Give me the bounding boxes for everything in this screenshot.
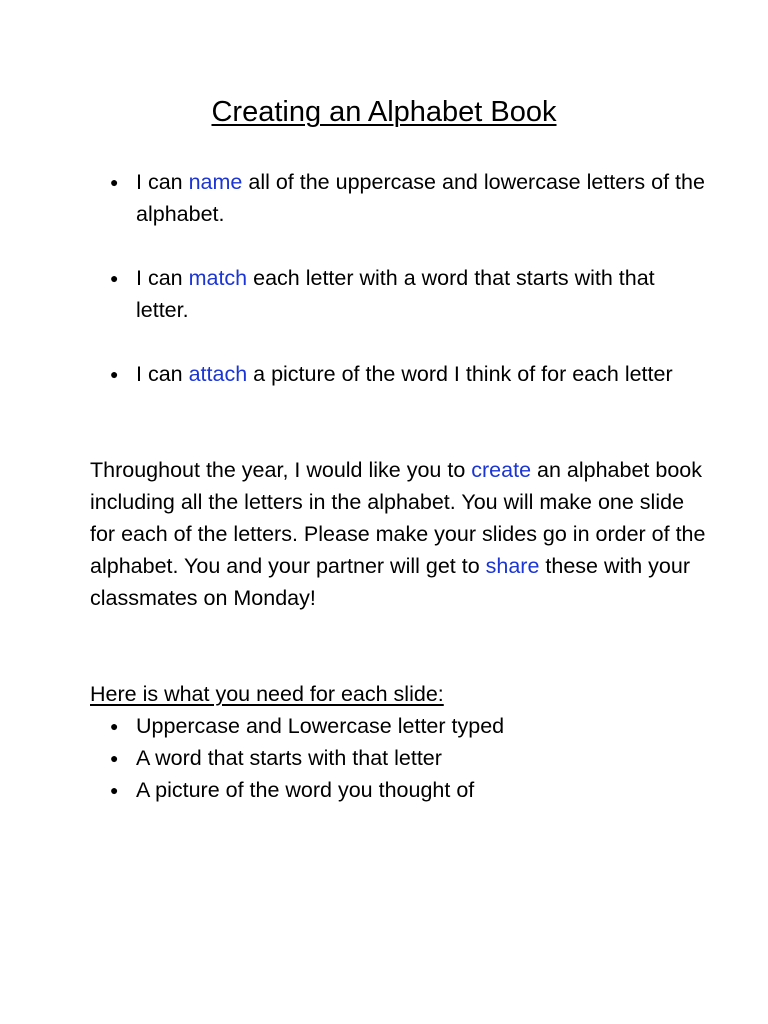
goal-text-suffix: each letter with a word that starts with that letter. xyxy=(136,266,655,322)
goal-text-prefix: I can xyxy=(136,266,189,290)
learning-goals-list xyxy=(110,166,710,422)
goal-item-match xyxy=(110,262,710,326)
paragraph-text-3: these with your classmates on Monday! xyxy=(90,554,691,610)
goal-item-name xyxy=(110,166,710,230)
slide-requirements-list xyxy=(110,710,710,806)
paragraph-keyword-share: share xyxy=(485,554,540,578)
bullet-icon: ● xyxy=(110,366,119,382)
bullet-icon: ● xyxy=(110,750,119,766)
goal-text-suffix: a picture of the word I think of for each letter xyxy=(247,362,673,386)
paragraph-text-1: Throughout the year, I would like you to xyxy=(90,458,472,482)
requirement-item xyxy=(110,774,710,806)
requirement-item xyxy=(110,742,710,774)
needs-heading: Here is what you need for each slide: xyxy=(90,682,444,706)
document-title: Creating an Alphabet Book xyxy=(211,96,557,128)
goal-text-suffix: all of the uppercase and lowercase letters of the alphabet. xyxy=(136,170,705,226)
goal-keyword: match xyxy=(188,266,248,290)
paragraph-keyword-create: create xyxy=(471,458,532,482)
requirement-text: A picture of the word you thought of xyxy=(136,778,475,802)
bullet-icon: ● xyxy=(110,718,119,734)
goal-keyword: attach xyxy=(188,362,248,386)
goal-item-attach xyxy=(110,358,710,390)
requirement-item xyxy=(110,710,710,742)
requirement-text: A word that starts with that letter xyxy=(136,746,442,770)
goal-text-prefix: I can xyxy=(136,170,189,194)
goal-text-prefix: I can xyxy=(136,362,189,386)
instructions-paragraph xyxy=(90,454,710,614)
goal-keyword: name xyxy=(188,170,243,194)
requirement-text: Uppercase and Lowercase letter typed xyxy=(136,714,505,738)
bullet-icon: ● xyxy=(110,270,119,286)
bullet-icon: ● xyxy=(110,782,119,798)
bullet-icon: ● xyxy=(110,174,119,190)
paragraph-text-2: an alphabet book including all the letters in the alphabet. You will make one slide for each of the letters. Please make your slides go in order of the alphabet. You and your partner will get to xyxy=(90,458,706,578)
